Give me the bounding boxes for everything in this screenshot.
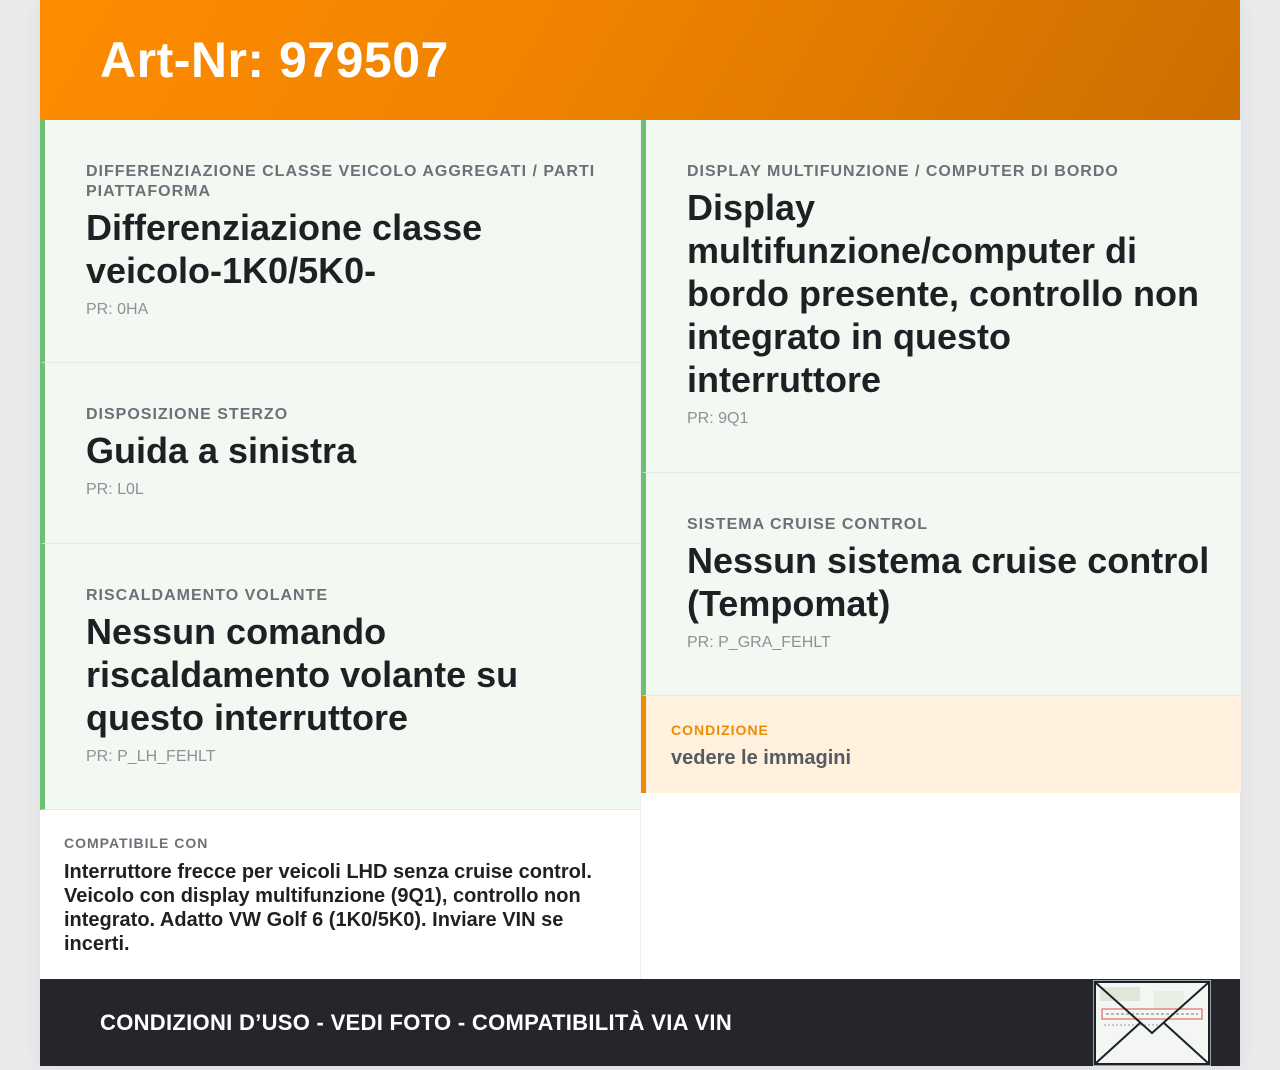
spec-card-steering [40, 363, 640, 544]
spec-label: SISTEMA CRUISE CONTROL [687, 516, 928, 533]
header-banner [40, 0, 1240, 120]
spec-card-steering-heating [40, 544, 640, 810]
listing-page [40, 0, 1240, 1066]
spec-value: Differenziazione classe veicolo-1K0/5K0- [86, 207, 483, 291]
left-column [40, 120, 640, 979]
spec-grid [40, 120, 1240, 979]
spec-pr-code: PR: 0HA [86, 301, 149, 318]
spec-value: Display multifunzione/computer di bordo presente, controllo non integrato in questo interruttore [687, 187, 1199, 400]
compatibility-text: Interruttore frecce per veicoli LHD senza cruise control. Veicolo con display multifunzione (9Q1), controllo non integrato. Adatto VW Golf 6 (1K0/5K0). Inviare VIN se incerti. [64, 861, 592, 955]
spec-card-multifunction-display [641, 120, 1241, 473]
spec-pr-code: PR: P_LH_FEHLT [86, 748, 216, 765]
envelope-stamp-icon [1093, 980, 1211, 1066]
spec-label: DISPOSIZIONE STERZO [86, 406, 289, 423]
spec-label: RISCALDAMENTO VOLANTE [86, 587, 329, 604]
right-column [640, 120, 1240, 979]
footer-bar [40, 979, 1240, 1066]
spec-pr-code: PR: L0L [86, 481, 144, 498]
spec-value: Nessun sistema cruise control (Tempomat) [687, 540, 1210, 624]
spec-card-vehicle-class [40, 120, 640, 363]
condition-value: vedere le immagini [671, 747, 852, 769]
spec-label: DISPLAY MULTIFUNZIONE / COMPUTER DI BORDO [687, 163, 1119, 180]
condition-label: CONDIZIONE [671, 722, 769, 738]
spec-pr-code: PR: P_GRA_FEHLT [687, 634, 831, 651]
spec-value: Guida a sinistra [86, 430, 357, 471]
compatibility-label: COMPATIBILE CON [64, 835, 209, 851]
spec-card-cruise-control [641, 473, 1241, 696]
article-number-title: Art-Nr: 979507 [100, 32, 449, 88]
spec-label: DIFFERENZIAZIONE CLASSE VEICOLO AGGREGATI / PARTI PIATTAFORMA [86, 163, 596, 200]
compatibility-section [40, 810, 640, 956]
footer-text: CONDIZIONI D’USO - VEDI FOTO - COMPATIBILITÀ VIA VIN [100, 1009, 733, 1035]
envelope-stamp-graphic [1094, 981, 1210, 1065]
condition-box [641, 696, 1241, 793]
spec-value: Nessun comando riscaldamento volante su questo interruttore [86, 611, 519, 738]
spec-pr-code: PR: 9Q1 [687, 410, 749, 427]
